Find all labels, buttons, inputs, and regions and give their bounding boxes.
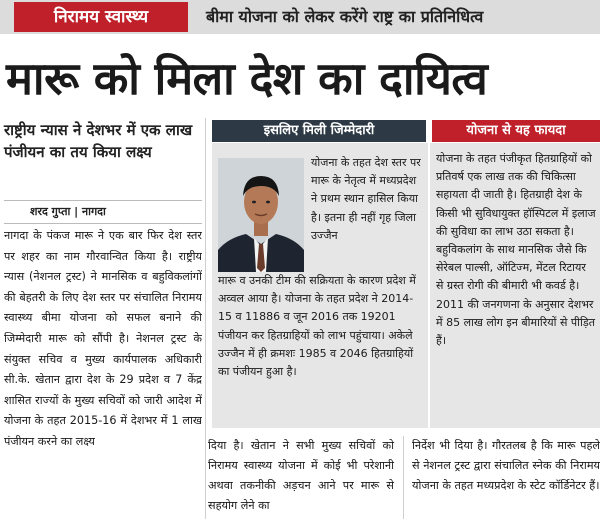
left-column-text: नागदा के पंकज मारू ने एक बार फिर देश स्तर पर शहर का नाम गौरवान्वित किया है। राष्ट्रीय न्यास (नेशनल ट्रस्ट) ने मानसिक व बहुविकलांगों की बेहतरी के लिए देश स्तर पर संचालित निरामय स्वास्थ्य बीमा योजना को सफल बनाने की जिम्मेदारी मारू को सौंपी है। नेशनल ट्रस्ट के संयुक्त सचिव व मुख्य कार्यपालक अधिकारी सी.के. खेतान द्वारा देश के 29 प्रदेश व 7 केंद्र शासित राज्यों के मुख्य सचिवों को जारी आदेश में योजना के तहत 2015-16 में देशभर में 1 लाख पंजीयन करने का लक्ष्य bbox=[4, 229, 202, 448]
box1-text-top: योजना के तहत देश स्तर पर मारू के नेतृत्व में मध्यप्रदेश ने प्रथम स्थान हासिल किया है। इतना ही नहीं गृह जिला उज्जैन bbox=[311, 156, 421, 242]
byline: शरद गुप्ता | नागदा bbox=[30, 205, 106, 218]
person-portrait-icon bbox=[218, 158, 304, 272]
headline: मारू को मिला देश का दायित्व bbox=[6, 52, 488, 105]
box-heading-benefit: योजना से यह फायदा bbox=[432, 120, 600, 142]
info-box-separator bbox=[428, 143, 430, 428]
portrait-photo bbox=[218, 158, 304, 272]
subheadline: राष्ट्रीय न्यास ने देशभर में एक लाख पंजीयन का तय किया लक्ष्य bbox=[4, 121, 193, 161]
box2-text: योजना के तहत पंजीकृत हितग्राहियों को प्रतिवर्ष एक लाख तक की चिकित्सा सहायता दी जाती है। हितग्राही देश के किसी भी सुविधायुक्त हॉस्पिटल में इलाज की सुविधा का लाभ उठा सकता है। बहुविकलांग के साथ मानसिक जैसे कि सेरेबल पाल्सी, ऑटिज्म, मेंटल रिटायर से ग्रस्त रोगी की बीमारी भी कवर्ड है। 2011 की जनगणना के अनुसार देशभर में 85 लाख लोग इन बीमारियों से पीड़ित हैं। bbox=[436, 152, 596, 348]
box1-text-bottom: मारू व उनकी टीम की सक्रियता के कारण प्रदेश में अव्वल आया है। योजना के तहत प्रदेश ने 2014-15 व 11886 व जून 2016 तक 19201 पंजीयन कर हितग्राहियों को लाभ पहुंचाया। अकेले उज्जैन में ही क्रमशः 1985 व 2046 हितग्राहियों का पंजीयन हुआ है। bbox=[218, 274, 416, 379]
column-divider-2 bbox=[403, 436, 404, 519]
column3-text: निर्देश भी दिया है। गौरतलब है कि मारू पहले से नेशनल ट्रस्ट द्वारा संचालित स्नेक की निरामय योजना के तहत मध्यप्रदेश के स्टेट कॉर्डिनेटर हैं। bbox=[412, 439, 600, 492]
column2-text: दिया है। खेतान ने सभी मुख्य सचिवों को निरामय स्वास्थ्य योजना में कोई भी परेशानी अथवा तकनीकी अड़चन आने पर मारू से सहयोग लेने का bbox=[208, 439, 394, 512]
kicker-line: बीमा योजना को लेकर करेंगे राष्ट्र का प्रतिनिधित्व bbox=[206, 7, 484, 26]
column-divider bbox=[205, 118, 206, 519]
box-heading-responsibility: इसलिए मिली जिम्मेदारी bbox=[212, 120, 426, 142]
section-tag: निरामय स्वास्थ्य bbox=[14, 2, 188, 32]
